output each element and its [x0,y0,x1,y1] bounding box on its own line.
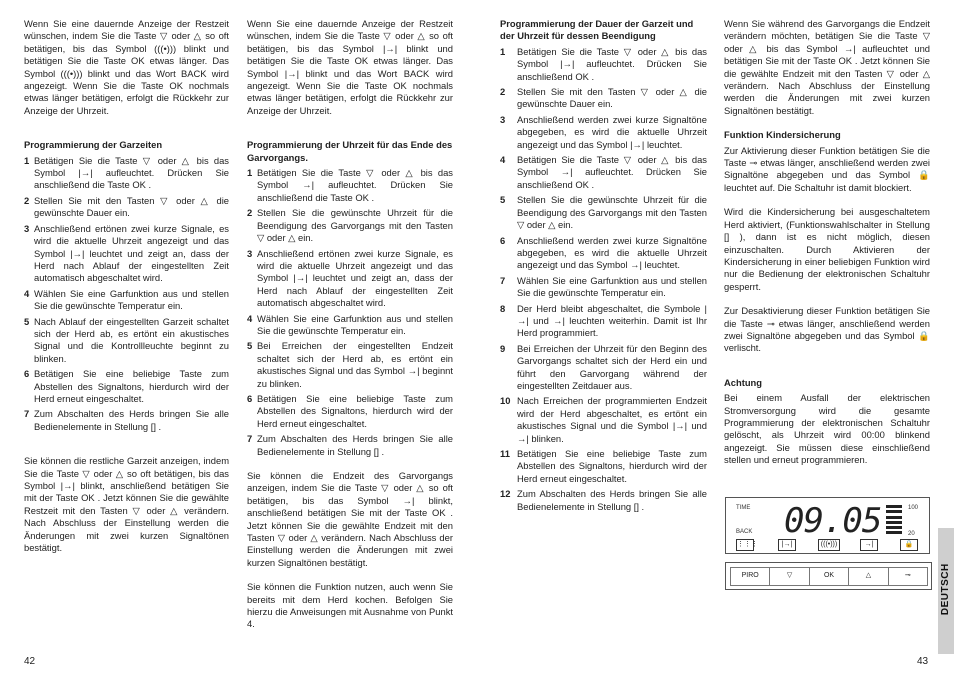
end-time-icon: →| [860,539,878,551]
step-number: 9 [500,342,506,354]
step-number: 4 [247,312,253,324]
step-text: Anschließend ertönen zwei kurze Signale, es wird die aktuelle Uhrzeit angezeigt und das Symbol |→| leuchtet und zeigt an, dass der Herd nach Ablauf der eingestellten Zeit automatisch abgeschaltet wird. [257,247,453,309]
step-text: Bei Erreichen der eingestellten Endzeit schaltet sich der Herd ab, es ertönt ein akustisches Signal und das Symbol →| beginnt zu blinken. [257,340,453,389]
step-number: 7 [247,433,253,445]
step-item [500,86,707,111]
lock-icon: 🔒 [900,539,918,551]
step-text: Betätigen Sie eine beliebige Taste zum Abstellen des Signaltons, hierdurch wird der Herd erneut eingeschaltet. [517,448,707,484]
step-text: Nach Erreichen der programmierten Endzeit wird der Herd abgeschaltet, es ertönt ein akustisches Signal und die Symbol |→| und →| blinken. [517,395,707,444]
step-item [24,195,229,220]
step-number: 4 [500,154,506,166]
step-number: 12 [500,488,511,500]
paragraph: Zur Desaktivierung dieser Funktion betätigen Sie die Taste ⊸ etwas länger, anschließend werden zwei Signaltöne abgegeben und das Symbol 🔒 verlischt. [724,305,930,354]
step-number: 6 [500,234,506,246]
piro-button[interactable]: PIRO [731,568,770,585]
step-text: Wählen Sie eine Garfunktion aus und stellen Sie die gewünschte Temperatur ein. [517,274,707,299]
steps-list [24,155,229,434]
step-text: Betätigen Sie eine beliebige Taste zum Abstellen des Signaltons, hierdurch wird der Herd erneut eingeschaltet. [257,392,453,429]
step-number: 1 [500,45,506,57]
step-item [500,488,707,513]
step-item [500,154,707,191]
functions-icon: ⋮⋮⋮ [736,539,754,551]
step-item [247,248,453,310]
step-text: Zum Abschalten des Herds bringen Sie alle Bedienelemente in Stellung [] . [257,433,453,457]
step-item [247,433,453,458]
display-label-time: TIME [736,505,751,511]
step-text: Wählen Sie eine Garfunktion aus und stellen Sie die gewünschte Temperatur ein. [257,312,453,336]
timer-display [725,497,930,554]
control-panel [725,562,932,590]
page-number-right: 43 [917,656,929,667]
step-item [500,114,707,151]
step-text: Betätigen Sie die Taste ▽ oder △ bis das Symbol →| aufleuchtet. Drücken Sie anschließend die Taste OK . [257,167,453,203]
duration-icon: |→| [778,539,796,551]
step-item [247,340,453,390]
step-item [24,223,229,285]
step-item [500,194,707,231]
step-number: 1 [247,167,253,179]
paragraph: Wird die Kindersicherung bei ausgeschaltetem Herd aktiviert, (Funktionswahlschalter in Stellung [] ), dann ist es nicht möglich, diesen einzuschalten. Durch Aktivieren der Kindersicherung in einer beliebigen Funktion wird nur die Bedienung der elektronischen Schaltuhr gesperrt. [724,206,930,292]
step-item [500,395,707,445]
display-label-back: BACK [736,529,753,535]
step-item [500,343,707,393]
step-text: Stellen Sie die gewünschte Uhrzeit für die Beendigung des Garvorgangs mit den Tasten ▽ oder △ ein. [257,207,453,244]
page-number-left: 42 [24,656,36,667]
display-label-20: 20 [908,531,915,537]
steps-list [247,167,453,458]
column-4 [724,18,930,479]
down-button[interactable]: ▽ [770,568,809,585]
step-text: Der Herd bleibt abgeschaltet, die Symbole |→| und →| leuchten weiterhin. Damit ist Ihr Herd programmiert. [517,302,707,339]
step-number: 2 [500,86,506,98]
section-heading: Programmierung der Uhrzeit für das Ende des Garvorgangs. [247,139,453,163]
paragraph: Sie können die Funktion nutzen, auch wenn Sie bereits mit dem Herd kochen. Befolgen Sie hierzu die Anweisungen mit Ausnahme von Punkt 4. [247,581,453,630]
step-number: 3 [24,222,30,234]
steps-list [500,46,707,513]
temperature-bars [886,505,902,537]
step-text: Bei Erreichen der Uhrzeit für den Beginn des Garvorgangs schaltet sich der Herd ein und führt den Garvorgang während der eingestellten Zeitdauer aus. [517,342,707,391]
paragraph: Sie können die restliche Garzeit anzeigen, indem Sie die Taste ▽ oder △ so oft betätigen, bis das Symbol |→| blinkt, anschließend betätigen Sie mit der Taste OK . Jetzt können Sie die gewählte Restzeit mit den Tasten ▽ oder △ verändern. Nach Abschluss der Einstellung werden die Änderungen mit zwei kurzen Signaltönen bestätigt. [24,455,229,554]
step-number: 3 [247,247,253,259]
section-heading: Funktion Kindersicherung [724,129,841,141]
paragraph: Zur Aktivierung dieser Funktion betätigen Sie die Taste ⊸ etwas länger, anschließend werden zwei Signaltöne abgegeben und das Symbol 🔒 leuchtet auf. Die Schaltuhr ist damit blockiert. [724,144,930,193]
step-item [247,313,453,338]
step-item [500,235,707,272]
step-number: 7 [500,274,506,286]
step-item [247,393,453,430]
step-text: Zum Abschalten des Herds bringen Sie alle Bedienelemente in Stellung [] . [517,488,707,512]
step-text: Anschließend werden zwei kurze Signaltöne abgegeben, es wird die aktuelle Uhrzeit angezeigt und das Symbol |→| leuchtet. [517,113,707,150]
step-item [24,368,229,405]
ok-button[interactable]: OK [810,568,849,585]
step-number: 8 [500,302,506,314]
step-item [24,155,229,192]
step-text: Anschließend werden zwei kurze Signaltöne abgegeben, es wird die aktuelle Uhrzeit angezeigt und das Symbol →| leuchtet. [517,234,707,271]
step-item [500,448,707,485]
step-item [500,275,707,300]
display-digits: 09.05 [784,501,882,541]
alarm-icon: (((•))) [818,539,840,551]
step-number: 2 [247,207,253,219]
step-number: 10 [500,395,511,407]
step-text: Stellen Sie mit den Tasten ▽ oder △ die gewünschte Dauer ein. [517,86,707,110]
step-number: 1 [24,154,30,166]
display-label-100: 100 [908,505,919,511]
column-2 [247,18,453,643]
step-text: Stellen Sie mit den Tasten ▽ oder △ die gewünschte Dauer ein. [34,194,229,219]
step-number: 7 [24,408,30,420]
step-number: 3 [500,113,506,125]
language-label: DEUTSCH [939,563,951,616]
step-number: 11 [500,448,510,459]
step-item [500,303,707,340]
paragraph: Wenn Sie während des Garvorgangs die Endzeit verändern möchten, betätigen Sie die Taste ▽ oder △ bis das Symbol →| aufleuchtet und betätigen Sie mit der Taste OK . Jetzt können Sie die gewählte Endzeit mit den Tasten ▽ oder △ verändern. Nach Abschluss der Einstellung werden die Änderungen mit zwei kurzen Signaltönen bestätigt. [724,18,930,116]
step-number: 4 [24,287,30,299]
key-lock-button[interactable]: ⊸ [904,572,911,580]
column-1 [24,18,229,566]
step-text: Zum Abschalten des Herds bringen Sie alle Bedienelemente in Stellung [] . [34,408,229,432]
step-text: Stellen Sie die gewünschte Uhrzeit für die Beendigung des Garvorgangs mit den Tasten ▽ oder △ ein. [517,194,707,231]
column-3 [500,18,707,525]
step-number: 5 [500,194,506,206]
step-item [24,316,229,366]
section-heading: Programmierung der Dauer der Garzeit und der Uhrzeit für dessen Beendigung [500,18,694,42]
paragraph: Wenn Sie eine dauernde Anzeige der Restzeit wünschen, indem Sie die Taste ▽ oder △ so oft betätigen, bis das Symbol |→| blinkt und betätigen Sie die Taste OK etwas länger. Das Symbol |→| blinkt und das Wort BACK wird angezeigt. Wenn Sie die Taste OK nochmals etwas länger betätigen, erfolgt die Rückkehr zur Anzeige der Uhrzeit. [247,18,453,116]
step-text: Betätigen Sie die Taste ▽ oder △ bis das Symbol |→| aufleuchtet. Drücken Sie anschließend die Taste OK . [34,154,229,191]
step-text: Betätigen Sie eine beliebige Taste zum Abstellen des Signaltons, hierdurch wird der Herd erneut eingeschaltet. [34,368,229,404]
section-heading: Programmierung der Garzeiten [24,139,163,151]
step-text: Betätigen Sie die Taste ▽ oder △ bis das Symbol |→| aufleuchtet. Drücken Sie anschließend OK . [517,45,707,82]
paragraph: Bei einem Ausfall der elektrischen Stromversorgung wird die gesamte Programmierung der elektronischen Schaltuhr gelöscht, als Uhrzeit wird 00:00 blinkend angezeigt. Sie müssen diese einschließend stellen und erneut programmieren. [724,392,930,466]
step-text: Anschließend ertönen zwei kurze Signale, es wird die aktuelle Uhrzeit angezeigt und das Symbol |→| leuchtet und zeigt an, dass der Herd nach Ablauf der eingestellten Zeit automatisch abgeschaltet wird. [34,222,229,284]
language-tab [938,528,954,654]
step-number: 6 [24,368,30,380]
display-icon-row [732,539,924,550]
step-text: Nach Ablauf der eingestellten Garzeit schaltet sich der Herd ab, es ertönt ein akustisches Signal und die Kontrollleuchte beginnt zu blinken. [34,315,229,364]
step-item [500,46,707,83]
step-number: 5 [247,340,253,352]
up-button[interactable]: △ [849,568,888,585]
step-number: 6 [247,392,253,404]
step-item [24,408,229,433]
step-item [247,207,453,244]
step-item [247,167,453,204]
step-item [24,288,229,313]
step-number: 5 [24,315,30,327]
step-text: Betätigen Sie die Taste ▽ oder △ bis das Symbol →| aufleuchtet. Drücken Sie anschließend OK . [517,154,707,190]
paragraph: Wenn Sie eine dauernde Anzeige der Restzeit wünschen, indem Sie die Taste ▽ oder △ so oft betätigen, bis das Symbol (((•))) blinkt und betätigen Sie die Taste OK etwas länger. Das Symbol (((•))) blinkt und das Wort BACK wird angezeigt. Wenn Sie die Taste OK nochmals etwas länger betätigen, erfolgt die Rückkehr zur Anzeige der Uhrzeit. [24,18,229,116]
step-number: 2 [24,194,30,206]
step-text: Wählen Sie eine Garfunktion aus und stellen Sie die gewünschte Temperatur ein. [34,287,229,312]
section-heading: Achtung [724,376,763,388]
paragraph: Sie können die Endzeit des Garvorgangs anzeigen, indem Sie die Taste ▽ oder △ so oft betätigen, bis das Symbol →| blinkt, anschließend betätigen Sie mit der Taste OK . Jetzt können Sie die gewählte Endzeit mit den Tasten ▽ oder △ verändern. Nach Abschluss der Einstellung werden die Änderungen mit zwei kurzen Signaltönen bestätigt. [247,470,453,568]
